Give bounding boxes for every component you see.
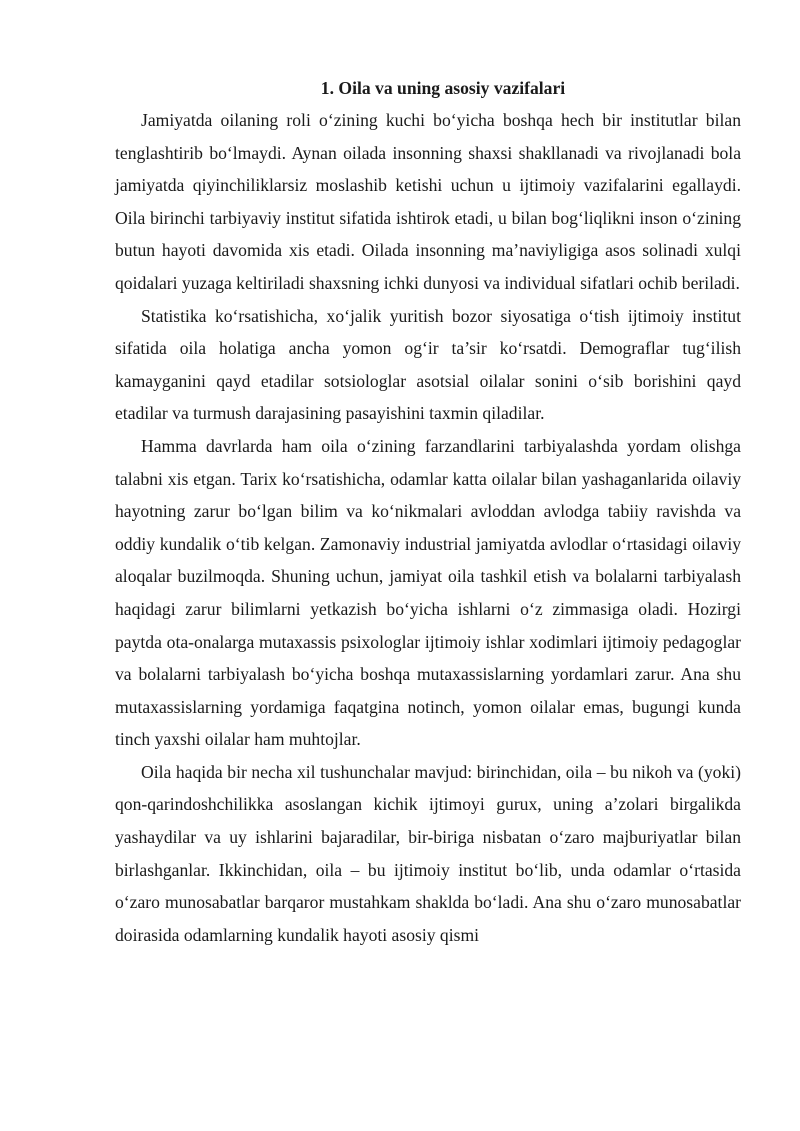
paragraph-3: Hamma davrlarda ham oila o‘zining farzandlarini tarbiyalashda yordam olishga talabni xis etgan. Tarix ko‘rsatishicha, odamlar katta oilalar bilan yashaganlarida oilaviy hayotning zarur bo‘lgan bilim va ko‘nikmalari avloddan avlodga tabiiy ravishda va oddiy kundalik o‘tib kelgan. Zamonaviy industrial jamiyatda avlodlar o‘rtasidagi oilaviy aloqalar buzilmoqda. Shuning uchun, jamiyat oila tashkil etish va bolalarni tarbiyalash haqidagi zarur bilimlarni yetkazish bo‘yicha ishlarni o‘z zimmasiga oladi. Hozirgi paytda ota-onalarga mutaxassis psixologlar ijtimoiy ishlar xodimlari ijtimoiy pedagoglar va bolalarni tarbiyalash bo‘yicha boshqa mutaxassislarning yordamlari zarur. Ana shu mutaxassislarning yordamiga faqatgina notinch, yomon oilalar emas, bugungi kunda tinch yaxshi oilalar ham muhtojlar. bbox=[115, 435, 741, 750]
paragraph-1: Jamiyatda oilaning roli o‘zining kuchi bo‘yicha boshqa hech bir institutlar bilan tenglashtirib bo‘lmaydi. Aynan oilada insonning shaxsi shakllanadi va rivojlanadi bola jamiyatda qiyinchiliklarsiz moslashib ketishi uchun u ijtimoiy vazifalarini egallaydi. Oila birinchi tarbiyaviy institut sifatida ishtirok etadi, u bilan bog‘liqlikni inson o‘zining butun hayoti davomida xis etadi. Oilada insonning ma’naviyligiga asos solinadi xulqi qoidalari yuzaga keltiriladi shaxsning ichki dunyosi va individual sifatlari ochib beriladi. bbox=[115, 110, 741, 293]
section-heading: 1. Oila va uning asosiy vazifalari bbox=[320, 78, 566, 98]
paragraph-4: Oila haqida bir necha xil tushunchalar mavjud: birinchidan, oila – bu nikoh va (yoki) qon-qarindoshchilikka asoslangan kichik ijtimoyi gurux, uning a’zolari birgalikda yashaydilar va uy ishlarini bajaradilar, bir-biriga nisbatan o‘zaro majburiyatlar bilan birlashganlar. Ikkinchidan, oila – bu ijtimoiy institut bo‘lib, unda odamlar o‘rtasida o‘zaro munosabatlar barqaror mustahkam shaklda bo‘ladi. Ana shu o‘zaro munosabatlar doirasida odamlarning kundalik hayoti asosiy qismi bbox=[115, 761, 741, 945]
document-body bbox=[115, 74, 741, 951]
paragraph-2: Statistika ko‘rsatishicha, xo‘jalik yuritish bozor siyosatiga o‘tish ijtimoiy institut sifatida oila holatiga ancha yomon og‘ir ta’sir ko‘rsatdi. Demograflar tug‘ilish kamayganini qayd etadilar sotsiologlar asotsial oilalar sonini o‘sib borishini qayd etadilar va turmush darajasining pasayishini taxmin qiladilar. bbox=[115, 305, 741, 424]
